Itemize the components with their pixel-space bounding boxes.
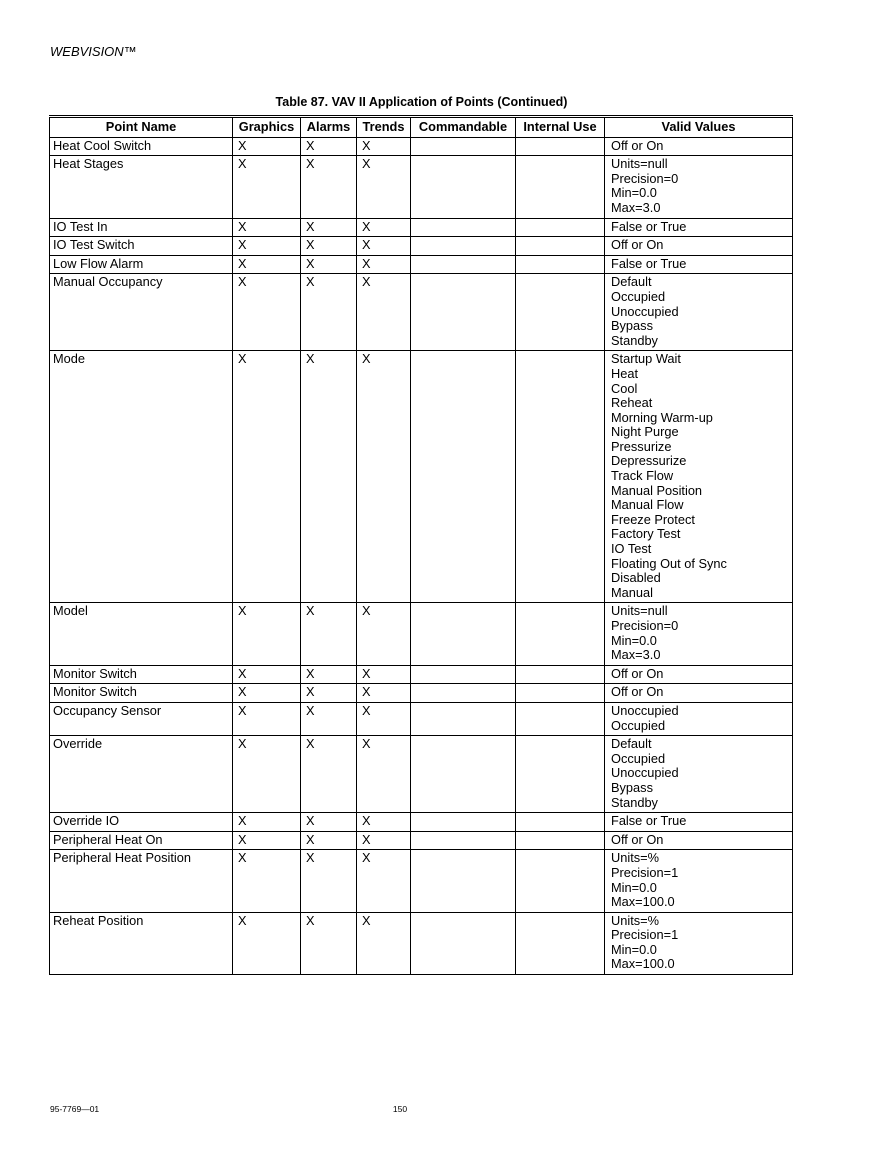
table-row xyxy=(50,850,793,912)
table-header-row xyxy=(50,117,793,138)
cell-point-name: Model xyxy=(50,603,233,665)
cell-internal-use xyxy=(516,255,605,274)
cell-valid-values xyxy=(605,831,793,850)
cell-trends: X xyxy=(357,912,411,974)
valid-value-line: False or True xyxy=(611,813,687,829)
cell-trends: X xyxy=(357,665,411,684)
cell-internal-use xyxy=(516,603,605,665)
cell-commandable xyxy=(411,603,516,665)
cell-commandable xyxy=(411,255,516,274)
cell-alarms: X xyxy=(301,351,357,603)
valid-value-line: Units=null xyxy=(611,603,668,619)
page-number: 150 xyxy=(392,1104,408,1114)
cell-commandable xyxy=(411,237,516,256)
cell-point-name: Override IO xyxy=(50,813,233,832)
table-caption: Table 87. VAV II Application of Points (Continued) xyxy=(275,95,568,109)
cell-internal-use xyxy=(516,702,605,735)
cell-internal-use xyxy=(516,813,605,832)
valid-value-line: Precision=1 xyxy=(611,864,679,880)
cell-trends: X xyxy=(357,218,411,237)
column-header-trends: Trends xyxy=(357,117,411,138)
cell-commandable xyxy=(411,831,516,850)
cell-internal-use xyxy=(516,684,605,703)
cell-trends: X xyxy=(357,255,411,274)
cell-point-name: Occupancy Sensor xyxy=(50,702,233,735)
cell-commandable xyxy=(411,850,516,912)
cell-graphics: X xyxy=(233,351,301,603)
valid-value-line: Min=0.0 xyxy=(611,879,657,895)
cell-graphics: X xyxy=(233,665,301,684)
cell-graphics: X xyxy=(233,684,301,703)
valid-value-line: Unoccupied xyxy=(611,702,679,718)
table-row xyxy=(50,237,793,256)
cell-valid-values xyxy=(605,684,793,703)
cell-trends: X xyxy=(357,702,411,735)
cell-graphics: X xyxy=(233,137,301,156)
valid-value-line: Reheat xyxy=(611,395,653,411)
table-row xyxy=(50,218,793,237)
valid-value-line: Max=3.0 xyxy=(611,199,661,215)
table-row xyxy=(50,665,793,684)
cell-commandable xyxy=(411,736,516,813)
valid-value-line: Floating Out of Sync xyxy=(611,555,727,571)
cell-internal-use xyxy=(516,156,605,218)
valid-value-line: Manual Flow xyxy=(611,497,684,513)
table-body xyxy=(50,137,793,974)
valid-value-line: Unoccupied xyxy=(611,765,679,781)
cell-alarms: X xyxy=(301,831,357,850)
cell-internal-use xyxy=(516,218,605,237)
table-row xyxy=(50,684,793,703)
cell-graphics: X xyxy=(233,274,301,351)
cell-alarms: X xyxy=(301,603,357,665)
valid-value-line: Night Purge xyxy=(611,424,679,440)
valid-value-line: Off or On xyxy=(611,665,664,681)
table-row xyxy=(50,255,793,274)
cell-internal-use xyxy=(516,137,605,156)
valid-value-line: Default xyxy=(611,736,652,752)
cell-point-name: Heat Stages xyxy=(50,156,233,218)
cell-valid-values xyxy=(605,237,793,256)
cell-graphics: X xyxy=(233,813,301,832)
cell-trends: X xyxy=(357,831,411,850)
column-header-graphics: Graphics xyxy=(233,117,301,138)
valid-value-line: Max=3.0 xyxy=(611,647,661,663)
cell-alarms: X xyxy=(301,274,357,351)
cell-internal-use xyxy=(516,912,605,974)
cell-internal-use xyxy=(516,831,605,850)
cell-point-name: Monitor Switch xyxy=(50,665,233,684)
cell-commandable xyxy=(411,351,516,603)
table-row xyxy=(50,831,793,850)
table-row xyxy=(50,912,793,974)
valid-value-line: Heat xyxy=(611,365,639,381)
valid-value-line: Max=100.0 xyxy=(611,956,675,972)
table-row xyxy=(50,603,793,665)
cell-alarms: X xyxy=(301,850,357,912)
page-header-title: WEBVISION™ xyxy=(50,44,137,59)
table-row xyxy=(50,351,793,603)
valid-value-line: Track Flow xyxy=(611,468,674,484)
cell-valid-values xyxy=(605,665,793,684)
valid-value-line: Disabled xyxy=(611,570,661,586)
valid-value-line: Units=% xyxy=(611,912,660,928)
table-row xyxy=(50,137,793,156)
valid-value-line: Units=% xyxy=(611,850,660,866)
valid-value-line: IO Test xyxy=(611,541,652,557)
valid-value-line: Min=0.0 xyxy=(611,185,657,201)
table-row xyxy=(50,736,793,813)
cell-alarms: X xyxy=(301,156,357,218)
valid-value-line: Default xyxy=(611,274,652,290)
cell-graphics: X xyxy=(233,237,301,256)
cell-graphics: X xyxy=(233,912,301,974)
cell-trends: X xyxy=(357,603,411,665)
valid-value-line: Max=100.0 xyxy=(611,894,675,910)
cell-point-name: Low Flow Alarm xyxy=(50,255,233,274)
cell-alarms: X xyxy=(301,702,357,735)
valid-value-line: Manual xyxy=(611,584,653,600)
cell-alarms: X xyxy=(301,137,357,156)
cell-alarms: X xyxy=(301,736,357,813)
valid-value-line: Off or On xyxy=(611,137,664,153)
cell-trends: X xyxy=(357,850,411,912)
table-row xyxy=(50,813,793,832)
cell-commandable xyxy=(411,912,516,974)
valid-value-line: Occupied xyxy=(611,288,666,304)
cell-internal-use xyxy=(516,274,605,351)
cell-commandable xyxy=(411,274,516,351)
cell-valid-values xyxy=(605,156,793,218)
cell-internal-use xyxy=(516,665,605,684)
valid-value-line: Pressurize xyxy=(611,438,672,454)
table-row xyxy=(50,274,793,351)
cell-commandable xyxy=(411,218,516,237)
valid-value-line: False or True xyxy=(611,255,687,271)
valid-value-line: Off or On xyxy=(611,831,664,847)
cell-valid-values xyxy=(605,736,793,813)
valid-value-line: Off or On xyxy=(611,237,664,253)
cell-graphics: X xyxy=(233,218,301,237)
cell-point-name: Override xyxy=(50,736,233,813)
valid-value-line: Morning Warm-up xyxy=(611,409,713,425)
cell-valid-values xyxy=(605,603,793,665)
valid-value-line: Startup Wait xyxy=(611,351,681,367)
valid-value-line: Factory Test xyxy=(611,526,681,542)
cell-commandable xyxy=(411,684,516,703)
valid-value-line: Manual Position xyxy=(611,482,703,498)
cell-trends: X xyxy=(357,274,411,351)
valid-value-line: Off or On xyxy=(611,684,664,700)
cell-point-name: Mode xyxy=(50,351,233,603)
valid-value-line: Bypass xyxy=(611,779,653,795)
cell-trends: X xyxy=(357,137,411,156)
cell-trends: X xyxy=(357,156,411,218)
valid-value-line: Units=null xyxy=(611,156,668,172)
cell-alarms: X xyxy=(301,813,357,832)
cell-point-name: Peripheral Heat Position xyxy=(50,850,233,912)
points-table xyxy=(49,115,793,975)
valid-value-line: Occupied xyxy=(611,717,666,733)
cell-alarms: X xyxy=(301,665,357,684)
cell-valid-values xyxy=(605,813,793,832)
cell-trends: X xyxy=(357,351,411,603)
cell-valid-values xyxy=(605,218,793,237)
valid-value-line: Cool xyxy=(611,380,638,396)
cell-valid-values xyxy=(605,255,793,274)
cell-point-name: Monitor Switch xyxy=(50,684,233,703)
cell-commandable xyxy=(411,137,516,156)
valid-value-line: Occupied xyxy=(611,750,666,766)
valid-value-line: Min=0.0 xyxy=(611,941,657,957)
cell-trends: X xyxy=(357,736,411,813)
cell-alarms: X xyxy=(301,255,357,274)
cell-alarms: X xyxy=(301,912,357,974)
cell-internal-use xyxy=(516,237,605,256)
cell-commandable xyxy=(411,156,516,218)
cell-point-name: Peripheral Heat On xyxy=(50,831,233,850)
valid-value-line: Bypass xyxy=(611,318,653,334)
table-row xyxy=(50,702,793,735)
cell-commandable xyxy=(411,702,516,735)
cell-point-name: Heat Cool Switch xyxy=(50,137,233,156)
column-header-valid-values: Valid Values xyxy=(605,117,793,138)
cell-alarms: X xyxy=(301,218,357,237)
cell-trends: X xyxy=(357,237,411,256)
cell-valid-values xyxy=(605,137,793,156)
table-row xyxy=(50,156,793,218)
cell-point-name: IO Test Switch xyxy=(50,237,233,256)
cell-graphics: X xyxy=(233,850,301,912)
cell-commandable xyxy=(411,813,516,832)
cell-valid-values xyxy=(605,351,793,603)
valid-value-line: Min=0.0 xyxy=(611,632,657,648)
valid-value-line: Depressurize xyxy=(611,453,687,469)
valid-value-line: False or True xyxy=(611,218,687,234)
cell-graphics: X xyxy=(233,603,301,665)
document-number: 95-7769—01 xyxy=(50,1104,100,1114)
cell-graphics: X xyxy=(233,156,301,218)
cell-internal-use xyxy=(516,351,605,603)
cell-graphics: X xyxy=(233,702,301,735)
cell-graphics: X xyxy=(233,255,301,274)
valid-value-line: Freeze Protect xyxy=(611,511,695,527)
cell-valid-values xyxy=(605,702,793,735)
cell-graphics: X xyxy=(233,831,301,850)
valid-value-line: Standby xyxy=(611,332,658,348)
cell-valid-values xyxy=(605,850,793,912)
valid-value-line: Unoccupied xyxy=(611,303,679,319)
valid-value-line: Precision=0 xyxy=(611,618,679,633)
cell-valid-values xyxy=(605,274,793,351)
column-header-internal-use: Internal Use xyxy=(516,117,605,138)
cell-internal-use xyxy=(516,736,605,813)
cell-valid-values xyxy=(605,912,793,974)
cell-alarms: X xyxy=(301,684,357,703)
cell-alarms: X xyxy=(301,237,357,256)
valid-value-line: Precision=0 xyxy=(611,170,679,186)
column-header-point-name: Point Name xyxy=(50,117,233,138)
column-header-alarms: Alarms xyxy=(301,117,357,138)
valid-value-line: Standby xyxy=(611,794,658,810)
cell-point-name: IO Test In xyxy=(50,218,233,237)
valid-value-line: Precision=1 xyxy=(611,927,679,943)
cell-trends: X xyxy=(357,684,411,703)
column-header-commandable: Commandable xyxy=(411,117,516,138)
cell-point-name: Manual Occupancy xyxy=(50,274,233,351)
cell-graphics: X xyxy=(233,736,301,813)
cell-trends: X xyxy=(357,813,411,832)
cell-point-name: Reheat Position xyxy=(50,912,233,974)
cell-internal-use xyxy=(516,850,605,912)
cell-commandable xyxy=(411,665,516,684)
